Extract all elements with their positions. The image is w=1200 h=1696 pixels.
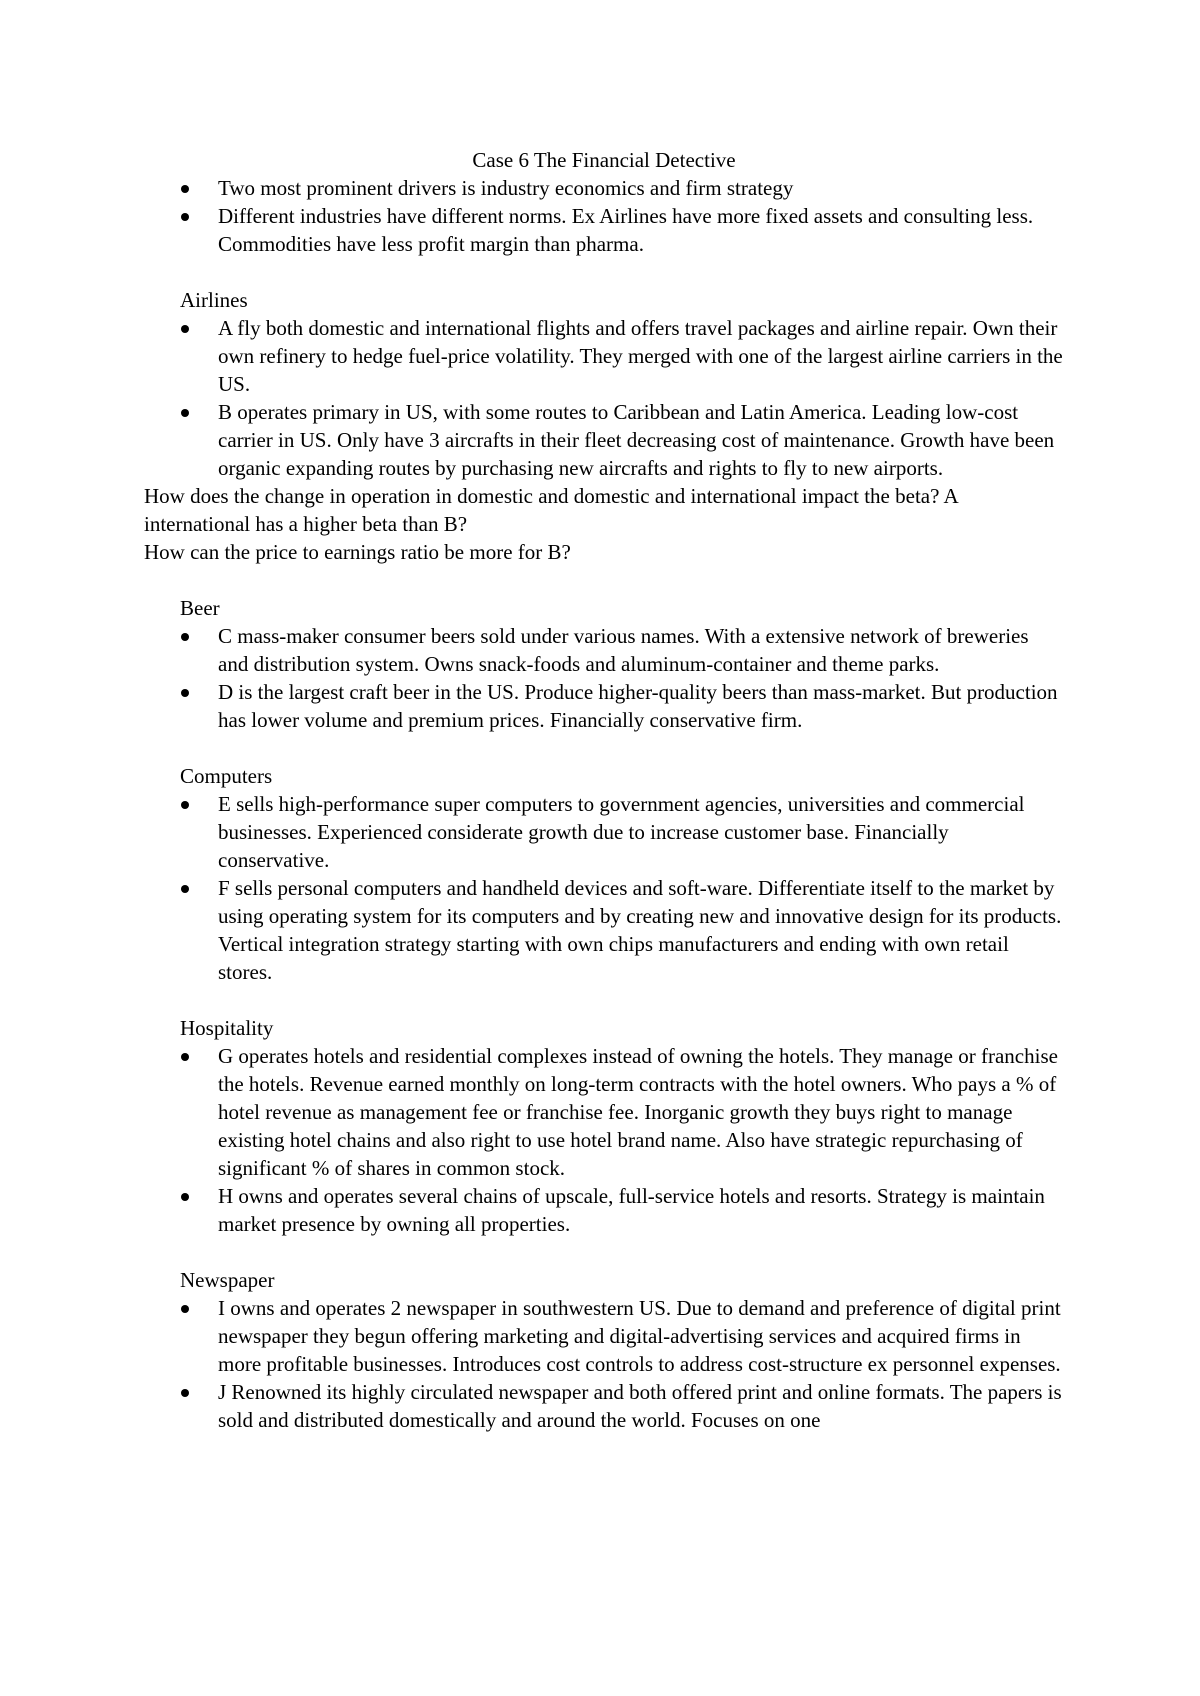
beer-bullet-list: [144, 622, 1064, 734]
computers-bullet-list: [144, 790, 1064, 986]
bullet-icon: [181, 213, 189, 221]
list-item: [218, 1042, 1064, 1182]
blank-line: [144, 1238, 1064, 1266]
section-heading-beer: Beer: [180, 596, 220, 620]
bullet-text: G operates hotels and residential complexes instead of owning the hotels. They manage or franchise the hotels. Revenue earned monthly on long-term contracts with the hotel owners. Who pays a % of hotel revenue as management fee or franchise fee. Inorganic growth they buys right to manage existing hotel chains and also right to use hotel brand name. Also have strategic repurchasing of significant % of shares in common stock.: [218, 1044, 1058, 1180]
bullet-text: Two most prominent drivers is industry economics and firm strategy: [218, 176, 794, 200]
bullet-icon: [181, 633, 189, 641]
question-text: How can the price to earnings ratio be more for B?: [144, 540, 571, 564]
bullet-icon: [181, 185, 189, 193]
list-item: [218, 678, 1064, 734]
newspaper-bullet-list: [144, 1294, 1064, 1434]
bullet-text: E sells high-performance super computers to government agencies, universities and commercial businesses. Experienced considerate growth due to increase customer base. Financially conservative.: [218, 792, 1025, 872]
question-text: How does the change in operation in domestic and domestic and international impact the beta? A international has a higher beta than B?: [144, 484, 958, 536]
section-heading-hospitality: Hospitality: [180, 1016, 274, 1040]
bullet-text: C mass-maker consumer beers sold under various names. With a extensive network of breweries and distribution system. Owns snack-foods and aluminum-container and theme parks.: [218, 624, 1029, 676]
list-item: [218, 790, 1064, 874]
list-item: [218, 622, 1064, 678]
bullet-icon: [181, 1193, 189, 1201]
bullet-icon: [181, 801, 189, 809]
bullet-text: I owns and operates 2 newspaper in southwestern US. Due to demand and preference of digital print newspaper they begun offering marketing and digital-advertising services and acquired firms in more profitable businesses. Introduces cost controls to address cost-structure ex personnel expenses.: [218, 1296, 1061, 1376]
list-item: [218, 1294, 1064, 1378]
hospitality-bullet-list: [144, 1042, 1064, 1238]
list-item: [218, 1378, 1064, 1434]
intro-bullet-list: [144, 174, 1064, 258]
bullet-text: B operates primary in US, with some routes to Caribbean and Latin America. Leading low-cost carrier in US. Only have 3 aircrafts in their fleet decreasing cost of maintenance. Growth have been organic expanding routes by purchasing new aircrafts and rights to fly to new airports.: [218, 400, 1055, 480]
section-heading-computers: Computers: [180, 764, 273, 788]
blank-line: [144, 986, 1064, 1014]
bullet-text: A fly both domestic and international flights and offers travel packages and airline repair. Own their own refinery to hedge fuel-price volatility. They merged with one of the largest airline carriers in the US.: [218, 316, 1063, 396]
bullet-icon: [181, 1305, 189, 1313]
bullet-text: D is the largest craft beer in the US. Produce higher-quality beers than mass-market. But production has lower volume and premium prices. Financially conservative firm.: [218, 680, 1058, 732]
blank-line: [144, 566, 1064, 594]
bullet-icon: [181, 885, 189, 893]
section-heading-newspaper: Newspaper: [180, 1268, 275, 1292]
document-title: Case 6 The Financial Detective: [472, 148, 736, 172]
list-item: [218, 1182, 1064, 1238]
blank-line: [144, 258, 1064, 286]
airlines-bullet-list: [144, 314, 1064, 482]
bullet-icon: [181, 689, 189, 697]
list-item: [218, 398, 1064, 482]
section-heading-airlines: Airlines: [180, 288, 248, 312]
bullet-text: H owns and operates several chains of upscale, full-service hotels and resorts. Strategy is maintain market presence by owning all properties.: [218, 1184, 1045, 1236]
bullet-text: F sells personal computers and handheld devices and soft-ware. Differentiate itself to the market by using operating system for its computers and by creating new and innovative design for its products. Vertical integration strategy starting with own chips manufacturers and ending with own retail stores.: [218, 876, 1062, 984]
document-body: [144, 146, 1064, 1434]
bullet-text: Different industries have different norms. Ex Airlines have more fixed assets and consulting less. Commodities have less profit margin than pharma.: [218, 204, 1034, 256]
list-item: [218, 874, 1064, 986]
blank-line: [144, 734, 1064, 762]
bullet-icon: [181, 325, 189, 333]
list-item: [218, 314, 1064, 398]
bullet-icon: [181, 1053, 189, 1061]
list-item: [218, 174, 1064, 202]
bullet-icon: [181, 1389, 189, 1397]
bullet-text: J Renowned its highly circulated newspaper and both offered print and online formats. The papers is sold and distributed domestically and around the world. Focuses on one: [218, 1380, 1062, 1432]
list-item: [218, 202, 1064, 258]
bullet-icon: [181, 409, 189, 417]
